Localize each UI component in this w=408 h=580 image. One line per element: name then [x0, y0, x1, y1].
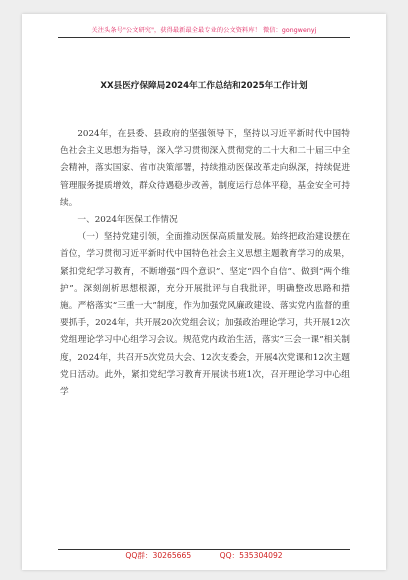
- footer-qq: QQ：535304092: [219, 551, 283, 560]
- document-page: [22, 14, 386, 570]
- document-title: XX县医疗保障局2024年工作总结和2025年工作计划: [100, 81, 308, 91]
- paragraph-party-building: （一）坚持党建引领，全面推动医保高质量发展。始终把政治建设摆在首位，学习贯彻习近平新时代中国特色社会主义思想主题教育学习的成果，紧扣党纪学习教育，不断增强“四个意识”、坚定“四个自信”、做到“两个维护”。深刻剖析思想根源，充分开展批评与自我批评，明确整改思路和措施。严格落实“三重一大”制度，作为加强党风廉政建设、落实党内监督的重要抓手，2024年，共开展20次党组会议；加强政治理论学习，共开展12次党组理论学习中心组学习会议。规范党内政治生活，落实“三会一课”相关制度，2024年，共召开5次党员大会、12次支委会，开展4次党课和12次主题党日活动。此外，紧扣党纪学习教育开展读书班1次，召开理论学习中心组学: [60, 232, 350, 398]
- footer: [22, 550, 386, 561]
- section-heading: 一、2024年医保工作情况: [77, 215, 178, 226]
- footer-qq-group: QQ群：30265665: [125, 551, 192, 560]
- document-body: [60, 126, 350, 401]
- header-divider: [58, 37, 350, 38]
- header-banner: 关注头条号"公文研究"，获得最新最全最专业的公文资料库！ 微信：gongwenyj: [91, 27, 317, 34]
- paragraph-intro: 2024年，在县委、县政府的坚强领导下，坚持以习近平新时代中国特色社会主义思想为指导，深入学习贯彻深入贯彻党的二十大和二十届三中全会精神，落实国家、省市决策部署，持续推动医保改革走向纵深，持续促进管理服务提质增效，群众待遇稳步改善，制度运行总体平稳，基金安全可持续。: [60, 129, 350, 208]
